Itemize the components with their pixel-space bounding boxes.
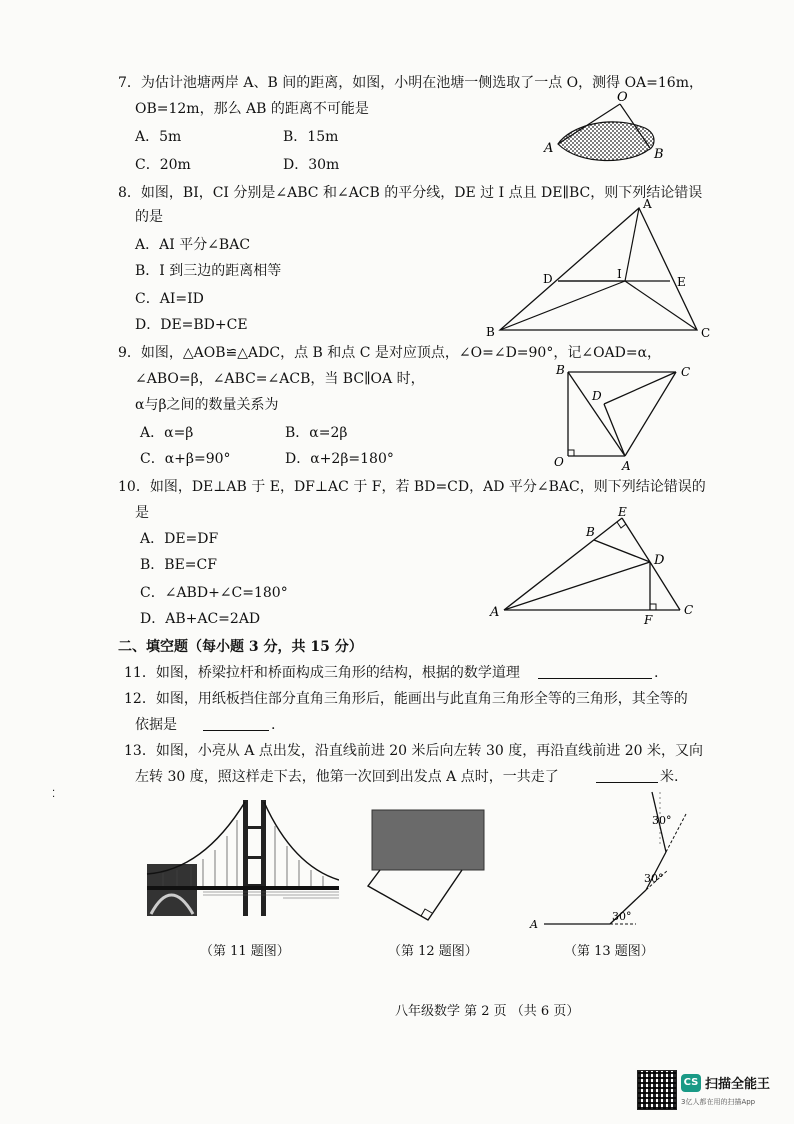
q7-option-d: D．30m xyxy=(283,157,340,173)
q9-line2: ∠ABO=β，∠ABC=∠ACB，当 BC∥OA 时， xyxy=(135,371,425,387)
label-a: A xyxy=(544,141,554,156)
label-a: A xyxy=(530,918,538,931)
q8-line1: 8．如图，BI，CI 分别是∠ABC 和∠ACB 的平分线，DE 过 I 点且 DE∥BC，则下列结论错误 xyxy=(118,185,703,201)
label-b: B xyxy=(586,525,595,539)
q8-option-a: A．AI 平分∠BAC xyxy=(135,237,251,253)
label-a: A xyxy=(622,459,631,472)
q12-triangle-figure xyxy=(366,808,492,926)
q12-line1: 12．如图，用纸板挡住部分直角三角形后，能画出与此直角三角形全等的三角形，其全等的 xyxy=(124,691,688,707)
label-f: F xyxy=(644,613,653,627)
segment-de xyxy=(622,518,650,562)
q9-line3: α与β之间的数量关系为 xyxy=(135,397,279,413)
q9-option-a: A．α=β xyxy=(140,425,194,441)
segment-cd xyxy=(604,372,676,404)
q9-line1: 9．如图，△AOB≌△ADC，点 B 和点 C 是对应顶点，∠O=∠D=90°，记∠OAD=α， xyxy=(118,345,662,361)
angle-label-2: 30° xyxy=(644,872,664,885)
caption-q13: （第 13 题图） xyxy=(564,944,654,959)
label-b: B xyxy=(654,147,664,162)
segment-bi xyxy=(500,281,625,330)
q11-period: . xyxy=(654,665,659,681)
q8-triangle-figure xyxy=(480,196,720,342)
label-o: O xyxy=(617,90,628,105)
q7-option-a: A．5m xyxy=(135,129,182,145)
q10-line2: 是 xyxy=(135,505,149,521)
caption-q12: （第 12 题图） xyxy=(388,944,478,959)
q8-option-d: D．DE=BD+CE xyxy=(135,317,248,333)
label-a: A xyxy=(490,605,500,620)
segment-ac xyxy=(625,372,676,456)
label-c: C xyxy=(681,365,691,379)
q7-option-c: C．20m xyxy=(135,157,191,173)
q10-line1: 10．如图，DE⊥AB 于 E，DF⊥AC 于 F，若 BD=CD，AD 平分∠BAC，则下列结论错误的 xyxy=(118,479,706,495)
segment-ad xyxy=(504,562,650,610)
caption-q11: （第 11 题图） xyxy=(200,944,290,959)
label-c: C xyxy=(701,326,711,340)
q7-line2: OB=12m，那么 AB 的距离不可能是 xyxy=(135,101,369,117)
label-b: B xyxy=(486,325,495,339)
label-e: E xyxy=(618,505,627,519)
bridge-deck xyxy=(147,886,339,890)
triangle-abc xyxy=(500,208,697,330)
label-c: C xyxy=(684,603,694,617)
q11-bridge-figure xyxy=(143,796,339,934)
right-angle-f xyxy=(650,604,656,610)
q10-option-b: B．BE=CF xyxy=(140,557,217,573)
q8-option-c: C．AI=ID xyxy=(135,291,204,307)
segment-ae xyxy=(504,518,622,610)
partial-right-triangle xyxy=(368,870,462,920)
scanner-tagline: 3亿人都在用的扫描App xyxy=(681,1098,756,1106)
label-i: I xyxy=(617,267,622,281)
q13-unit: 米. xyxy=(660,769,679,785)
q7-line1: 7．为估计池塘两岸 A、B 间的距离，如图，小明在池塘一侧选取了一点 O，测得 OA=16m， xyxy=(118,75,703,91)
scanner-logo: CS xyxy=(681,1074,701,1092)
main-cable-left xyxy=(147,802,245,874)
segment-bd xyxy=(594,540,650,562)
segment-ab xyxy=(568,372,625,456)
section2-heading: 二、填空题（每小题 3 分，共 15 分） xyxy=(118,639,363,655)
q13-answer-blank[interactable] xyxy=(596,782,658,783)
label-a: A xyxy=(643,197,652,211)
angle-label-1: 30° xyxy=(612,910,632,923)
q11-text: 11．如图，桥梁拉杆和桥面构成三角形的结构，根据的数学道理 xyxy=(124,665,520,681)
qr-code-icon xyxy=(637,1070,677,1110)
label-d: D xyxy=(654,553,665,568)
pond-shape xyxy=(558,122,654,161)
q10-option-a: A．DE=DF xyxy=(140,531,219,547)
scanner-app-name: 扫描全能王 xyxy=(705,1077,771,1092)
q9-figure xyxy=(550,358,700,472)
right-angle-o xyxy=(568,450,574,456)
label-b: B xyxy=(556,363,565,377)
q9-option-b: B．α=2β xyxy=(285,425,348,441)
q12-period: . xyxy=(271,717,276,733)
q13-line2: 左转 30 度，照这样走下去，他第一次回到出发点 A 点时，一共走了 xyxy=(135,769,559,785)
q7-option-b: B．15m xyxy=(283,129,339,145)
q8-option-b: B．I 到三边的距离相等 xyxy=(135,263,282,279)
segment-ci xyxy=(625,281,697,330)
q7-pond-figure xyxy=(540,86,680,170)
q10-option-c: C．∠ABD+∠C=180° xyxy=(140,585,288,601)
q12-line2: 依据是 xyxy=(135,717,177,733)
q9-option-d: D．α+2β=180° xyxy=(285,451,394,467)
q10-option-d: D．AB+AC=2AD xyxy=(140,611,261,627)
cardboard xyxy=(372,810,484,870)
q13-line1: 13．如图，小亮从 A 点出发，沿直线前进 20 米后向左转 30 度，再沿直线前进 20 米，又向 xyxy=(124,743,703,759)
page-footer: 八年级数学 第 2 页 （共 6 页） xyxy=(395,1004,580,1019)
label-d: D xyxy=(543,272,553,286)
q13-path-figure xyxy=(528,786,698,936)
q12-answer-blank[interactable] xyxy=(203,730,269,731)
q8-line2: 的是 xyxy=(135,209,163,225)
angle-label-3: 30° xyxy=(652,814,672,827)
label-e: E xyxy=(677,275,686,289)
segment-dc xyxy=(650,562,680,610)
q10-figure xyxy=(486,504,700,628)
q11-answer-blank[interactable] xyxy=(538,678,652,679)
q9-option-c: C．α+β=90° xyxy=(140,451,231,467)
right-angle-mark xyxy=(421,909,432,916)
label-d: D xyxy=(592,389,602,403)
label-o: O xyxy=(554,455,564,469)
